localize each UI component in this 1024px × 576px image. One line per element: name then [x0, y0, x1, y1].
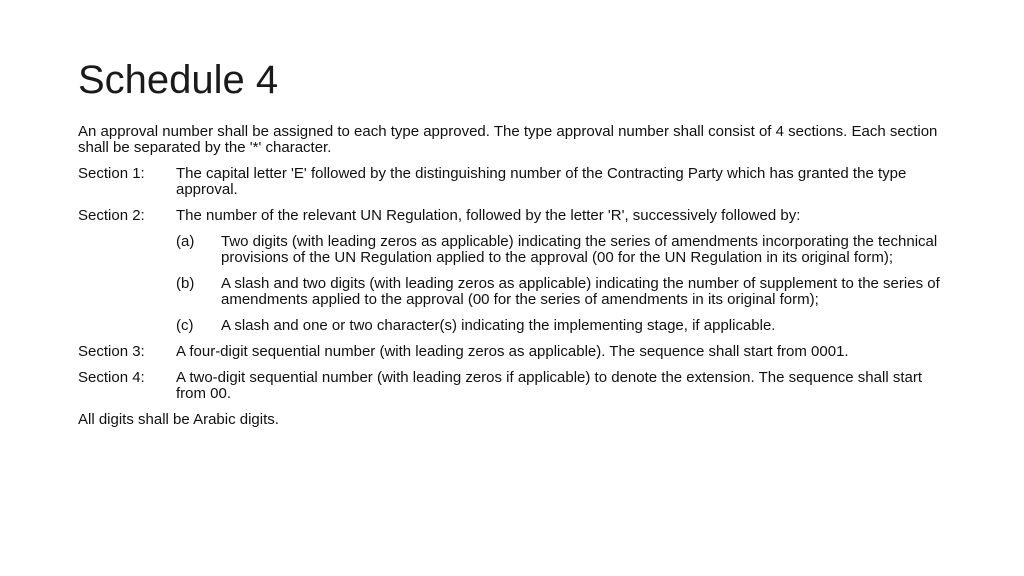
- subitem-a-marker: (a): [176, 233, 195, 250]
- subitem-c-marker: (c): [176, 317, 194, 334]
- slide-body: [78, 124, 948, 438]
- section-3-text: A four-digit sequential number (with leading zeros as applicable). The sequence shall start from 0001.: [176, 343, 849, 360]
- section-2: [78, 208, 948, 224]
- section-3: [78, 344, 948, 360]
- section-1-label: Section 1:: [78, 165, 145, 182]
- intro-paragraph: An approval number shall be assigned to each type approved. The type approval number shall consist of 4 sections. Each section shall be separated by the '*' character.: [78, 123, 938, 156]
- subitem-b-text: A slash and two digits (with leading zeros as applicable) indicating the number of supplement to the series of amendments applied to the approval (00 for the series of amendments in its original form);: [221, 275, 940, 308]
- subitem-a-text: Two digits (with leading zeros as applicable) indicating the series of amendments incorporating the technical provisions of the UN Regulation applied to the approval (00 for the UN Regulation in its original form);: [221, 233, 938, 266]
- section-4-label: Section 4:: [78, 369, 145, 386]
- section-2-label: Section 2:: [78, 207, 145, 224]
- subitem-c-text: A slash and one or two character(s) indicating the implementing stage, if applicable.: [221, 317, 776, 334]
- section-1: [78, 166, 948, 198]
- section-3-label: Section 3:: [78, 343, 145, 360]
- section-1-text: The capital letter 'E' followed by the distinguishing number of the Contracting Party which has granted the type approval.: [176, 165, 907, 198]
- subitem-b-marker: (b): [176, 275, 195, 292]
- section-4-text: A two-digit sequential number (with leading zeros if applicable) to denote the extension. The sequence shall start from 00.: [176, 369, 923, 402]
- closing-paragraph: All digits shall be Arabic digits.: [78, 411, 279, 428]
- section-4: [78, 370, 948, 402]
- subitem-c: [176, 318, 948, 334]
- section-2-text: The number of the relevant UN Regulation, followed by the letter 'R', successively followed by:: [176, 207, 801, 224]
- subitem-b: [176, 276, 948, 308]
- subitem-a: [176, 234, 948, 266]
- slide-title: Schedule 4: [78, 58, 279, 102]
